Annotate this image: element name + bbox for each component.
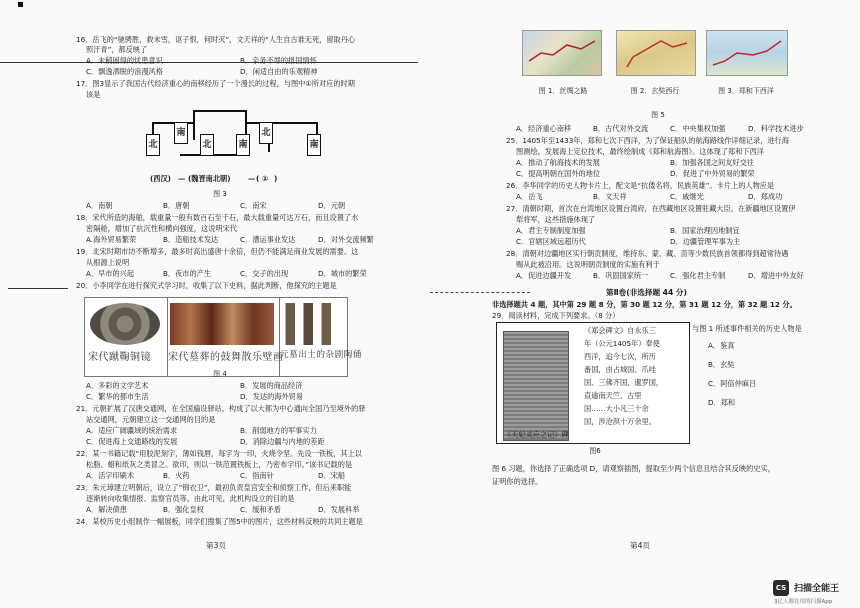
q16-option-b: B．亲务不辱的报国情怀 [240, 56, 317, 65]
q23-stem-2: 逐渐转向收集情报、监察官员等。由此可见，此机构设立的目的是 [86, 494, 295, 503]
q27-stem-2: 犁将军，这些措施体现了 [516, 215, 596, 224]
fig5-caption-1: 图 1．丝绸之路 [538, 87, 588, 95]
q29-stem: 29．阅读材料，完成下列要求。（8 分） [492, 311, 620, 320]
q26-option-c: C．戚继光 [670, 192, 704, 201]
q29-side-option-b: B．玄奘 [708, 360, 735, 369]
q18-option-b: B．造船技术发达 [163, 235, 219, 244]
fig3-box-north-2: 北 [200, 134, 214, 156]
q23-option-d: D．发展科举 [318, 505, 360, 514]
fold-line [0, 62, 418, 63]
page-number-left: 第3页 [206, 541, 227, 550]
fig3-box-south-1: 南 [174, 122, 188, 144]
q20-option-d: D．发达的海外贸易 [240, 392, 304, 401]
q25-option-c: C．提高明朝在国外的地位 [516, 169, 601, 178]
mural-image [170, 303, 274, 345]
q22-option-d: D．宋船 [318, 471, 346, 480]
camscanner-subtitle: 3亿人都在用的扫描App [774, 599, 833, 605]
q21-stem-1: 21．元朝扩展了汉唐交通网，在全国遍设驿站，构成了以大都为中心通向全国乃至境外的驿 [76, 404, 366, 413]
stele-line-8: 国，涉沧溟十万余里。 [584, 417, 656, 426]
stele-line-7: 国……大小凡三十余 [584, 404, 649, 413]
q29-side-option-a: A．鉴真 [708, 341, 735, 350]
q29-after-2: 证明你的选择。 [492, 477, 543, 486]
q20-option-b: B．发展的商品经济 [240, 381, 303, 390]
q25-stem-1: 25．1405年至1433年，郑和七次下西洋，为了保证船队的航海路线作详细记录，进行海 [506, 136, 789, 145]
q19-option-b: B．夜市的产生 [163, 269, 212, 278]
q29-side-option-c: C．阿倍仲麻吕 [708, 379, 757, 388]
q28-option-a: A．促进边疆开发 [516, 271, 572, 280]
page-right [430, 0, 860, 608]
q27-option-a: A．君主专制制度加强 [516, 226, 586, 235]
silk-road-map [522, 30, 602, 76]
q20-option-a: A．多彩的文学艺术 [86, 381, 149, 390]
q24-option-a: A．经济重心南移 [516, 124, 572, 133]
fig3-label-circled-1: ① [262, 174, 269, 183]
q19-stem-2: 从根源上说明 [86, 258, 130, 267]
section-divider [430, 292, 530, 293]
section2-header: 第Ⅱ卷(非选择题 44 分) [606, 288, 687, 297]
q26-option-b: B．文天祥 [593, 192, 627, 201]
q21-stem-2: 站交通网，元朝建立这一交通网的目的是 [86, 415, 216, 424]
q24-stem: 24．某校历史小组制作一幅展板，同学们搜集了图5中的图片，这些材料反映的共同主题是 [76, 517, 363, 526]
q23-option-b: B．强化皇权 [163, 505, 204, 514]
stele-label: 《天妃灵应之记》碑 [504, 430, 569, 439]
q28-stem-1: 28．清朝对边疆地区实行朝贡制度，维持东、蒙、藏、苗等少数民族首领都得到超常待遇 [506, 249, 789, 258]
fig5-caption-3: 图 3．郑和下西洋 [718, 87, 774, 95]
q17-option-c: C．南宋 [240, 201, 267, 210]
page-number-right: 第4页 [630, 541, 651, 550]
fig4-caption-figurines: 元墓出土的杂剧陶俑 [280, 350, 362, 360]
stele-photo [503, 331, 569, 441]
section2-desc: 非选择题共 4 题，其中第 29 题 8 分，第 30 题 12 分，第 31 题 12 分，第 32 题 12 分。 [492, 300, 797, 309]
q21-option-c: C．促进海上交通路线的发展 [86, 437, 178, 446]
fig4-caption-mirror: 宋代蹴鞠铜镜 [88, 352, 151, 363]
q17-option-b: B．唐朝 [163, 201, 190, 210]
q17-stem-2: 该是 [86, 90, 101, 99]
fig3-label-western-han: (西汉) [150, 174, 171, 183]
q22-option-a: A．活字印刷术 [86, 471, 135, 480]
bronze-mirror-image [90, 303, 160, 345]
q18-option-c: C．漕运事业发达 [240, 235, 296, 244]
q27-option-b: B．国家治理因地制宜 [670, 226, 740, 235]
q18-option-d: D．对外交流频繁 [318, 235, 374, 244]
fig3-label-weijin: (魏晋南北朝) [188, 174, 231, 183]
fig5-caption-2: 图 2．玄奘西行 [630, 87, 680, 95]
stele-line-5: 国、三佛齐国、暹罗国， [584, 378, 664, 387]
q16-stem-1: 16．岳飞的“驰骋胜，救未雪，讴子恨，何时灭”，文天祥的“人生自古谁无死，留取丹心 [76, 35, 356, 44]
q18-option-a: A.海外贸易繁荣 [86, 235, 137, 244]
q19-option-d: D．城市的繁荣 [318, 269, 367, 278]
fig4-caption: 图 4 [213, 370, 227, 378]
q24-option-b: B．古代对外交流 [593, 124, 649, 133]
q23-option-a: A．解决债患 [86, 505, 127, 514]
q29-after-1: 图 6 习题，你选择了正确选项 D，请观察插图，提取至少两个信息且结合其反映的史实， [492, 464, 775, 473]
q16-option-c: C．飘逸洒脱的浪漫风格 [86, 67, 163, 76]
q25-option-b: B．加强各国之间友好交往 [670, 158, 754, 167]
q17-option-d: D．元朝 [318, 201, 346, 210]
fig3-box-north-1: 北 [146, 134, 160, 156]
q16-stem-2: 照汗青”，都反映了 [86, 45, 148, 54]
q27-option-c: C．官辖区域远超历代 [516, 237, 586, 246]
q29-side-option-d: D．郑和 [708, 398, 736, 407]
q21-option-a: A．适应广阔疆域的统治需求 [86, 426, 178, 435]
q28-option-c: C．强化君主专制 [670, 271, 726, 280]
fig6-caption: 图6 [589, 447, 601, 455]
q22-stem-1: 22．某一书籍记载“用胶泥刻字，薄如钱唇，每字为一印，火烧令坚。先设一铁板，其上以 [76, 449, 362, 458]
terracotta-figures-image [282, 303, 342, 345]
q19-option-c: C．交子的出现 [240, 269, 289, 278]
camscanner-logo: CS [773, 580, 789, 596]
q16-option-a: A．未稍困得的忧患意识 [86, 56, 163, 65]
q20-stem: 20．小李同学在进行探究式学习时，收集了以下史料，据此判断，他探究的主题是 [76, 281, 337, 290]
fig3-box-south-3: 南 [307, 134, 321, 156]
q24-option-c: C．中央集权加强 [670, 124, 726, 133]
fig5-caption: 图 5 [651, 111, 665, 119]
fig4-caption-mural: 宋代墓葬的鼓舞散乐壁画 [168, 352, 284, 363]
q27-option-d: D．边疆管理军事为主 [670, 237, 741, 246]
q17-stem-1: 17．图3显示了我国古代经济重心的南移经历了一个漫长的过程，与图中①所对应的时期 [76, 79, 355, 88]
fig3-box-south-2: 南 [236, 134, 250, 156]
q23-option-c: C．缓和矛盾 [240, 505, 281, 514]
q22-option-b: B．火药 [163, 471, 190, 480]
stele-line-2: 年（公元1405年）奉使 [584, 339, 660, 348]
xuanzang-map [616, 30, 696, 76]
stele-line-3: 西洋，迨今七次，所历 [584, 352, 656, 361]
zheng-he-map [706, 30, 788, 76]
stele-line-1: 《郑会碑文》自永乐三 [584, 326, 656, 335]
q27-stem-1: 27．清朝时期，首次在台湾地区设置台湾府，在西藏地区设置驻藏大臣，在新疆地区设置伊 [506, 204, 796, 213]
q28-option-b: B．巩固国家统一 [593, 271, 649, 280]
stele-line-6: 直逾南天竺、古里 [584, 391, 642, 400]
stele-line-4: 番国，由占城国、爪哇 [584, 365, 656, 374]
camscanner-title: 扫描全能王 [794, 584, 840, 594]
q25-option-d: D．促进了中外贸易的繁荣 [670, 169, 755, 178]
q21-option-b: B．削弱地方的军事实力 [240, 426, 317, 435]
fig3-caption: 图 3 [213, 190, 227, 198]
q25-option-a: A．推动了航海技术的发展 [516, 158, 600, 167]
fold-line-2 [8, 288, 68, 289]
q16-option-d: D．闲适自由的乐观精神 [240, 67, 318, 76]
q21-option-d: D．消除边疆与内地的差距 [240, 437, 325, 446]
q29-side-prompt: 与图 1 所述事件相关的历史人物是 [692, 324, 802, 333]
q23-stem-1: 23．朱元璋建立明朝后，设立了“锦衣卫”，最初负责皇宫安全和侦察工作，但后来职能 [76, 483, 352, 492]
q25-stem-2: 图测绘，发展海上定位技术，最终绘制成《郑和航海图》。这体现了郑和下西洋 [516, 147, 764, 156]
q18-stem-1: 18．宋代所造的海舶，载重量一般有数百石至千石，最大载重量可达万石，而且设置了水 [76, 213, 359, 222]
q22-stem-2: 松脂、蜡和纸灰之类冒之。欲印，则以一铁范置铁板上，乃密布字印。”该书记载的是 [86, 460, 353, 469]
q26-option-a: A．岳飞 [516, 192, 543, 201]
q17-option-a: A．南朝 [86, 201, 113, 210]
q19-stem-1: 19．北宋时期市坊不断增多，最多时高出盛唐十余倍，但仍不能满足商业发展的需要。这 [76, 247, 359, 256]
q18-stem-2: 密隔舱，增加了抗沉性和横向强度，这说明宋代 [86, 224, 237, 233]
corner-mark [18, 2, 23, 7]
q19-option-a: A．早市的兴起 [86, 269, 135, 278]
page-left: 16．岳飞的“驰骋胜，救未雪，讴子恨，何时灭”，文天祥的“人生自古谁无死，留取丹心 照汗青”，都反映了 A．未稍困得的忧患意识 B．亲务不辱的报国情怀 C．飘逸洒脱的浪漫风格 D．闲适自由的乐观精神 17．图3显示了我国古代经济重心的南移经历了一个漫长的过程，与图中①所对应的时期 该是 北 南 北 南 北 南 (西汉) — (魏晋南北朝) — ( ① ) 图 3 A．南朝 B．唐朝 C．南宋 D．元朝 18．宋代所造的海舶，载重量一般有数百石至千石，最大载重量可达万石，而且设置了水 密隔舱，增加了抗沉性和横向强度，这说明宋代 A.海外贸易繁荣 B．造船技术发达 C．漕运事业发达 D．对外交流频繁 19．北宋时期市坊不断增多，最多时高出盛唐十余倍，但仍不能满足商业发展的需要。这 从根源上说明 A．早市的兴起 B．夜市的产生 C．交子的出现 D．城市的繁荣 20．小李同学在进行探究式学习时，收集了以下史料，据此判断，他探究的主题是 宋代蹴鞠铜镜 宋代墓葬的鼓舞散乐壁画 元墓出土的杂剧陶俑 图 4 A．多彩的文学艺术 B．发展的商品经济 C．繁华的都市生活 D．发达的海外贸易 21．元朝扩展了汉唐交通网，在全国遍设驿站，构成了以大都为中心通向全国乃至境外的驿 站交通网，元朝建立这一交通网的目的是 A．适应广阔疆域的统治需求 B．削弱地方的军事实力 C．促进海上交通路线的发展 D．消除边疆与内地的差距 22．某一书籍记载“用胶泥刻字，薄如钱唇，每字为一印，火烧令坚。先设一铁板，其上以 松脂、蜡和纸灰之类冒之。欲印，则以一铁范置铁板上，乃密布字印。”该书记载的是 A．活字印刷术 B．火药 C．指南针 D．宋船 23．朱元璋建立明朝后，设立了“锦衣卫”，最初负责皇宫安全和侦察工作，但后来职能 逐渐转向收集情报、监察官员等。由此可见，此机构设立的目的是 A．解决债患 B．强化皇权 C．缓和矛盾 D．发展科举 24．某校历史小组制作一幅展板，同学们搜集了图5中的图片，这些材料反映的共同主题是 第3页 [0, 0, 430, 608]
q28-option-d: D．增进中外友好 [748, 271, 804, 280]
q24-option-d: D．科学技术进步 [748, 124, 804, 133]
q28-stem-2: 赐从此被沿用。这说明朝贡制度的实施有利于 [516, 260, 660, 269]
q26-option-d: D．郑成功 [748, 192, 783, 201]
q26-stem: 26．李华同学的历史人物卡片上，配文是“抗倭名将，民族英雄”。卡片上的人物应是 [506, 181, 775, 190]
q20-option-c: C．繁华的都市生活 [86, 392, 149, 401]
q22-option-c: C．指南针 [240, 471, 274, 480]
fig3-box-north-3: 北 [259, 122, 273, 144]
